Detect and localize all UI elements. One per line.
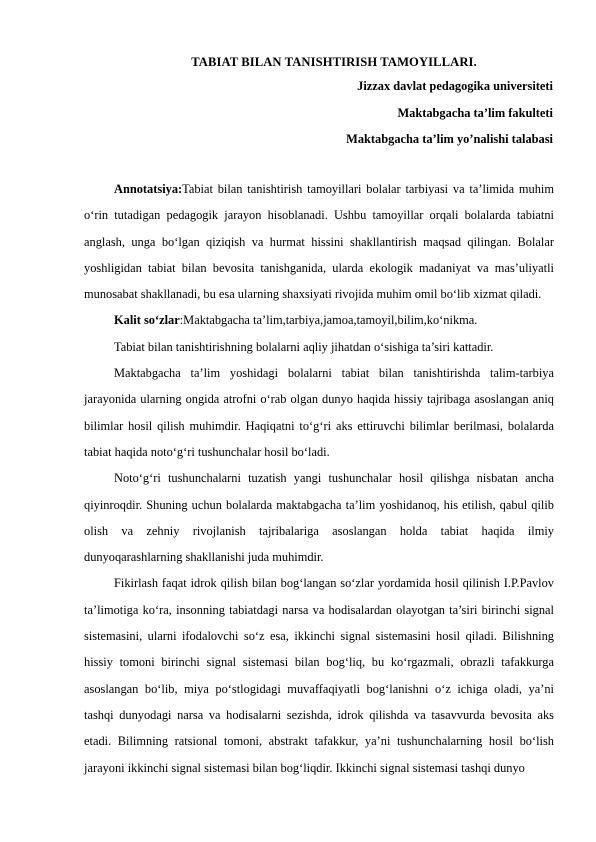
- keywords-text: :Maktabgacha ta’lim,tarbiya,jamoa,tamoyil,bilim,ko‘nikma.: [179, 313, 478, 328]
- document-title: TABIAT BILAN TANISHTIRISH TAMOYILLARI.: [191, 55, 477, 69]
- document-body: [84, 176, 554, 781]
- body-paragraph-3: Noto‘g‘ri tushunchalarni tuzatish yangi tushunchalar hosil qilishga nisbatan ancha qiyinroqdir. Shuning uchun bolalarda maktabgacha ta’lim yoshidanoq, his etilish, qabul qilib olish va zehniy rivojlanish tajribalariga asoslangan holda tabiat haqida ilmiy dunyoqarashlarning shakllanishi juda muhimdir.: [84, 471, 554, 565]
- abstract-paragraph: [84, 176, 554, 307]
- faculty-line: Maktabgacha ta’lim fakulteti: [397, 106, 553, 120]
- keywords-paragraph: [84, 307, 554, 333]
- body-paragraph-2: Maktabgacha ta’lim yoshidagi bolalarni tabiat bilan tanishtirishda talim-tarbiya jarayonida ularning ongida atrofni o‘rab olgan dunyo haqida hissiy tajribaga asoslangan aniq bilimlar hosil qilish muhimdir. Haqiqatni to‘g‘ri aks ettiruvchi bilimlar berilmasi, bolalarda tabiat haqida noto‘g‘ri tushunchalar hosil bo‘ladi.: [84, 366, 554, 459]
- keywords-label: Kalit so‘zlar: [114, 313, 180, 328]
- abstract-label: Annotatsiya:: [114, 182, 183, 196]
- body-paragraph-4: Fikirlash faqat idrok qilish bilan bog‘langan so‘zlar yordamida hosil qilinish I.P.Pavlov ta’limotiga ko‘ra, insonning tabiatdagi narsa va hodisalardan olayotgan ta’siri birinchi signal sistemasini, ularni ifodalovchi so‘z esa, ikkinchi signal sistemasini hosil qiladi. Bilishning hissiy tomoni birinchi signal sistemasi bilan bog‘liq, bu ko‘rgazmali, obrazli tafakkurga asoslangan bo‘lib, miya po‘stlogidagi muvaffaqiyatli bog‘lanishni o‘z ichiga oladi, ya’ni tashqi dunyodagi narsa va hodisalarni sezishda, idrok qilishda va tasavvurda bevosita aks etadi. Bilimning ratsional tomoni, abstrakt tafakkur, ya’ni tushunchalarning hosil bo‘lish jarayoni ikkinchi signal sistemasi bilan bog‘liqdir. Ikkinchi signal sistemasi tashqi dunyo: [84, 576, 554, 775]
- author-role-line: Maktabgacha ta’lim yo’nalishi talabasi: [346, 132, 553, 146]
- abstract-text: Tabiat bilan tanishtirish tamoyillari bolalar tarbiyasi va ta’limida muhim o‘rin tutadigan pedagogik jarayon hisoblanadi. Ushbu tamoyillar orqali bolalarda tabiatni anglash, unga bo‘lgan qiziqish va hurmat hissini shakllantirish maqsad qilingan. Bolalar yoshligidan tabiat bilan bevosita tanishganida, ularda ekologik madaniyat va mas’uliyatli munosabat shakllanadi, bu esa ularning shaxsiyati rivojida muhim omil bo‘lib xizmat qiladi.: [84, 182, 554, 302]
- university-line: Jizzax davlat pedagogika universiteti: [357, 79, 553, 93]
- body-paragraph-1: Tabiat bilan tanishtirishning bolalarni aqliy jihatdan o‘sishiga ta’siri kattadir.: [114, 339, 494, 354]
